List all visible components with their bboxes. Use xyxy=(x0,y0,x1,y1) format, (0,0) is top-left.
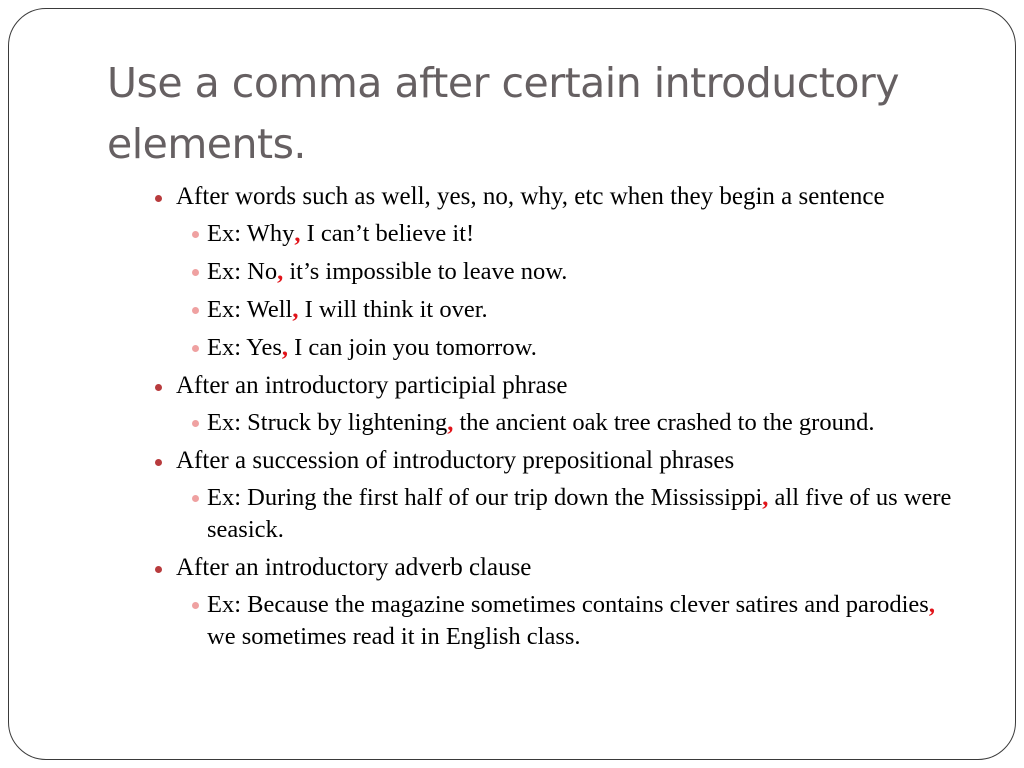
highlighted-comma: , xyxy=(294,220,301,247)
bullet-list xyxy=(137,181,955,659)
example-text-after: we sometimes read it in English class. xyxy=(207,623,581,650)
example-item xyxy=(137,218,955,250)
bullet-dot-icon xyxy=(155,459,162,466)
example-text-before: Ex: During the first half of our trip down the Mississippi xyxy=(207,484,763,511)
slide-frame xyxy=(8,8,1016,760)
bullet-dot-icon xyxy=(155,566,162,573)
bullet-dot-icon xyxy=(155,384,162,391)
example-text-before: Ex: Because the magazine sometimes contains clever satires and parodies xyxy=(207,591,929,618)
example-item xyxy=(137,332,955,364)
bullet-text: After an introductory adverb clause xyxy=(176,554,532,581)
example-text-after: I can’t believe it! xyxy=(300,220,475,247)
bullet-text: After words such as well, yes, no, why, etc when they begin a sentence xyxy=(176,183,885,210)
bullet-item-1 xyxy=(137,181,955,213)
example-text-before: Ex: No xyxy=(207,258,278,285)
sub-bullet-dot-icon xyxy=(192,307,199,314)
sub-bullet-dot-icon xyxy=(192,602,199,609)
example-text-after: I can join you tomorrow. xyxy=(288,334,537,361)
example-text-after: it’s impossible to leave now. xyxy=(283,258,568,285)
example-text-before: Ex: Struck by lightening xyxy=(207,409,448,436)
example-item xyxy=(137,256,955,288)
sub-bullet-dot-icon xyxy=(192,231,199,238)
example-text-after: all five of us were seasick. xyxy=(207,484,952,543)
example-text-before: Ex: Why xyxy=(207,220,295,247)
bullet-item-2 xyxy=(137,370,955,402)
bullet-item-3 xyxy=(137,445,955,477)
example-text-after: the ancient oak tree crashed to the ground. xyxy=(453,409,875,436)
bullet-dot-icon xyxy=(155,195,162,202)
sub-bullet-dot-icon xyxy=(192,420,199,427)
example-text-before: Ex: Yes xyxy=(207,334,282,361)
highlighted-comma: , xyxy=(928,591,935,618)
bullet-text: After a succession of introductory prepositional phrases xyxy=(176,447,735,474)
sub-bullet-dot-icon xyxy=(192,345,199,352)
example-item xyxy=(137,589,955,653)
highlighted-comma: , xyxy=(292,296,299,323)
sub-bullet-dot-icon xyxy=(192,495,199,502)
bullet-item-4 xyxy=(137,552,955,584)
example-text-before: Ex: Well xyxy=(207,296,293,323)
example-item xyxy=(137,294,955,326)
example-item xyxy=(137,482,955,546)
slide-title: Use a comma after certain introductory elements. xyxy=(107,59,900,168)
highlighted-comma: , xyxy=(281,334,289,361)
highlighted-comma: , xyxy=(447,409,454,436)
example-text-after: I will think it over. xyxy=(298,296,488,323)
example-item xyxy=(137,407,955,439)
bullet-text: After an introductory participial phrase xyxy=(176,372,568,399)
highlighted-comma: , xyxy=(762,484,769,511)
highlighted-comma: , xyxy=(277,258,284,285)
sub-bullet-dot-icon xyxy=(192,269,199,276)
